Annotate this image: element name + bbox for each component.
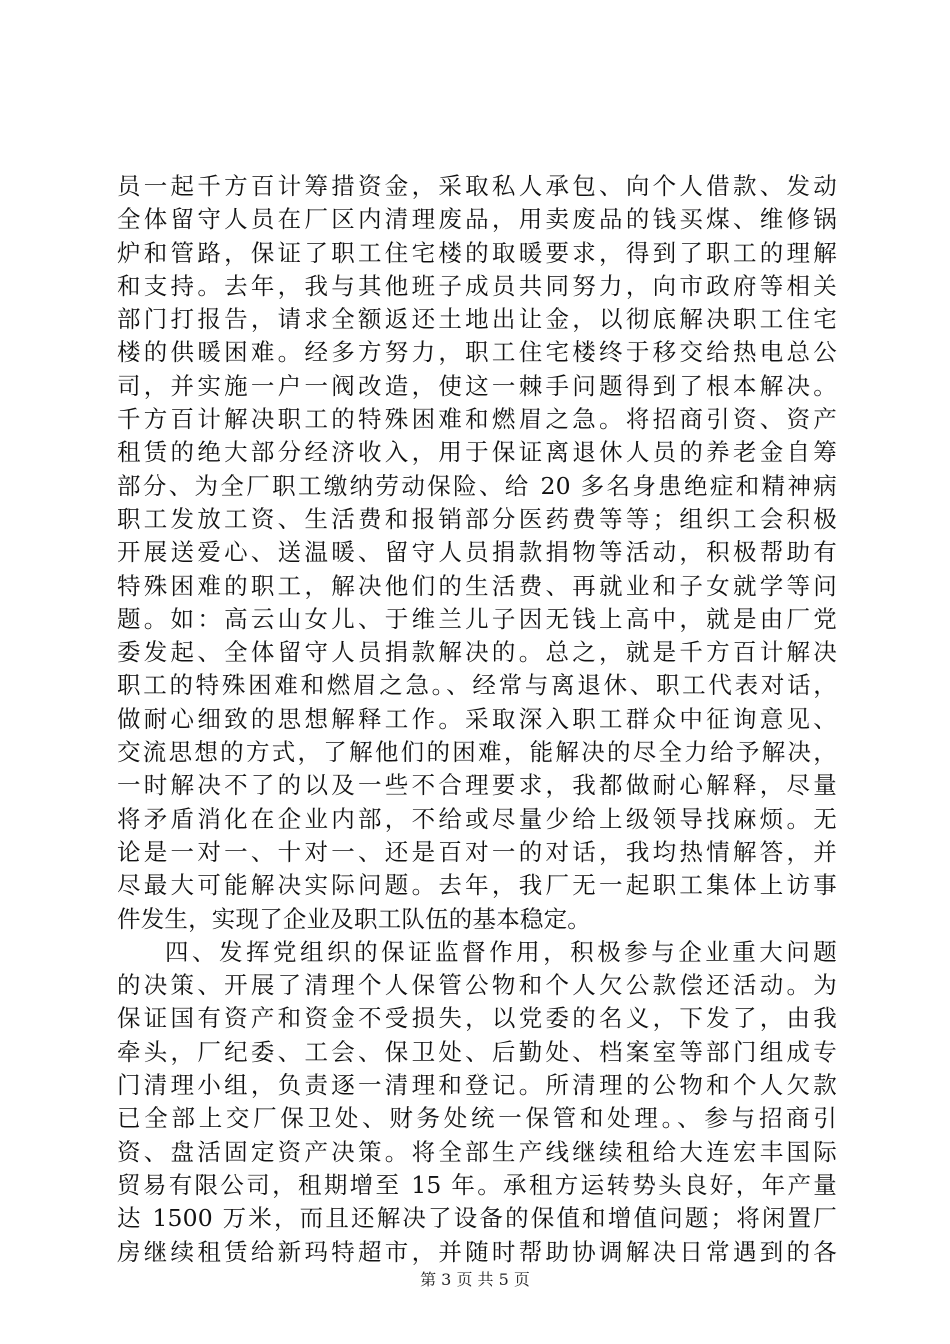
- text-line: 房继续租赁给新玛特超市，并随时帮助协调解决日常遇到的各: [117, 1237, 837, 1266]
- text-line: 件发生，实现了企业及职工队伍的基本稳定。: [117, 904, 591, 933]
- text-line: 司，并实施一户一阀改造，使这一棘手问题得到了根本解决。: [117, 371, 837, 400]
- text-line: 的决策、开展了清理个人保管公物和个人欠公款偿还活动。为: [117, 971, 837, 1000]
- text-line: 全体留守人员在厂区内清理废品，用卖废品的钱买煤、维修锅: [117, 205, 837, 234]
- text-line: 牵头，厂纪委、工会、保卫处、后勤处、档案室等部门组成专: [117, 1037, 837, 1066]
- page-footer: 第 3 页 共 5 页: [420, 1270, 530, 1289]
- text-line: 论是一对一、十对一、还是百对一的对话，我均热情解答，并: [117, 837, 837, 866]
- text-line: 部分、为全厂职工缴纳劳动保险、给 20 多名身患绝症和精神病: [117, 471, 837, 500]
- text-line: 交流思想的方式，了解他们的困难，能解决的尽全力给予解决，: [117, 738, 837, 767]
- text-line: 开展送爱心、送温暖、留守人员捐款捐物等活动，积极帮助有: [117, 538, 837, 567]
- text-line: 千方百计解决职工的特殊困难和燃眉之急。将招商引资、资产: [117, 405, 837, 434]
- text-line: 尽最大可能解决实际问题。去年，我厂无一起职工集体上访事: [117, 871, 837, 900]
- text-line: 贸易有限公司，租期增至 15 年。承租方运转势头良好，年产量: [117, 1170, 837, 1199]
- text-line: 达 1500 万米，而且还解决了设备的保值和增值问题；将闲置厂: [117, 1204, 837, 1233]
- text-line: 职工的特殊困难和燃眉之急。、经常与离退休、职工代表对话，: [117, 671, 837, 700]
- text-line: 炉和管路，保证了职工住宅楼的取暖要求，得到了职工的理解: [117, 238, 837, 267]
- text-line: 部门打报告，请求全额返还土地出让金，以彻底解决职工住宅: [117, 305, 837, 334]
- text-line: 门清理小组，负责逐一清理和登记。所清理的公物和个人欠款: [117, 1071, 837, 1100]
- text-line: 员一起千方百计筹措资金，采取私人承包、向个人借款、发动: [117, 172, 837, 200]
- text-line: 四、发挥党组织的保证监督作用，积极参与企业重大问题: [165, 937, 837, 966]
- text-line: 已全部上交厂保卫处、财务处统一保管和处理。、参与招商引: [117, 1104, 837, 1133]
- text-line: 做耐心细致的思想解释工作。采取深入职工群众中征询意见、: [117, 704, 837, 733]
- text-line: 一时解决不了的以及一些不合理要求，我都做耐心解释，尽量: [117, 771, 837, 800]
- text-line: 资、盘活固定资产决策。将全部生产线继续租给大连宏丰国际: [117, 1137, 837, 1166]
- text-line: 题。如：高云山女儿、于维兰儿子因无钱上高中，就是由厂党: [117, 604, 837, 633]
- text-line: 保证国有资产和资金不受损失，以党委的名义，下发了，由我: [117, 1004, 837, 1033]
- document-body: [117, 170, 837, 1269]
- text-line: 租赁的绝大部分经济收入，用于保证离退休人员的养老金自筹: [117, 438, 837, 467]
- text-line: 和支持。去年，我与其他班子成员共同努力，向市政府等相关: [117, 271, 837, 300]
- text-line: 楼的供暖困难。经多方努力，职工住宅楼终于移交给热电总公: [117, 338, 837, 367]
- text-line: 委发起、全体留守人员捐款解决的。总之，就是千方百计解决: [117, 638, 837, 667]
- text-line: 特殊困难的职工，解决他们的生活费、再就业和子女就学等问: [117, 571, 837, 600]
- text-line: 职工发放工资、生活费和报销部分医药费等等；组织工会积极: [117, 504, 837, 533]
- text-line: 将矛盾消化在企业内部，不给或尽量少给上级领导找麻烦。无: [117, 804, 837, 833]
